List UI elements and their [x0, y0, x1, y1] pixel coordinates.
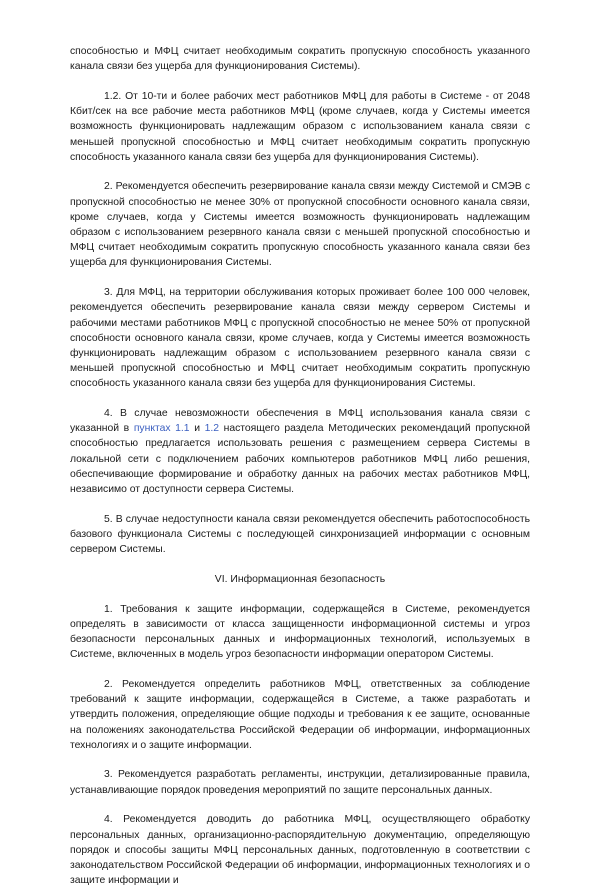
paragraph-2: 2. Рекомендуется обеспечить резервирование канала связи между Системой и СМЭВ с пропускной способностью не менее 30% от пропускной способности основного канала связи, кроме случаев, когда у Системы имеется возможность функционировать надлежащим образом с использованием резервного канала связи с меньшей пропускной способностью и МФЦ считает необходимым сократить пропускную способность указанного канала связи без ущерба для функционирования Системы. [70, 181, 530, 269]
paragraph-4-conjunction: и [189, 423, 205, 435]
section-heading-vi: VI. Информационная безопасность [214, 573, 386, 585]
paragraph-5: 5. В случае недоступности канала связи рекомендуется обеспечить работоспособность базового функционала Системы с последующей синхронизацией информации с основным сервером Системы. [70, 513, 530, 556]
paragraph-continued-from-previous-page: способностью и МФЦ считает необходимым сократить пропускную способность указанного канала связи без ущерба для функционирования Системы). [70, 46, 530, 73]
link-clause-1-1[interactable]: 1.1 [175, 423, 190, 435]
paragraph-vi-3: 3. Рекомендуется разработать регламенты, инструкции, детализированные правила, устанавливающие порядок проведения мероприятий по защите персональных данных. [70, 769, 530, 796]
document-body [70, 44, 530, 888]
paragraph-vi-4: 4. Рекомендуется доводить до работника МФЦ, осуществляющего обработку персональных данных, организационно-распорядительную документацию, определяющую порядок и способы защиты МФЦ персональных данных, подготовленную в соответствии с законодательством Российской Федерации об информации, информационных технологиях и о защите информации и [70, 814, 530, 887]
paragraph-4 [70, 406, 530, 497]
paragraph-4-text-before-links: 4. В случае невозможности обеспечения в МФЦ использования канала связи с указанной в [70, 408, 530, 435]
paragraph-1-2: 1.2. От 10-ти и более рабочих мест работников МФЦ для работы в Системе - от 2048 Кбит/сек на все рабочие места работников МФЦ (кроме случаев, когда у Системы имеется возможность функционировать надлежащим образом с использованием канала связи с меньшей пропускной способностью и МФЦ считает необходимым сократить пропускную способность указанного канала связи без ущерба для функционирования Системы). [70, 90, 530, 163]
paragraph-vi-1: 1. Требования к защите информации, содержащейся в Системе, рекомендуется определять в зависимости от класса защищенности информационной системы и угроз безопасности персональных данных и информационных технологий, используемых в Системе, включенных в модель угроз безопасности информации оператором Системы. [70, 603, 530, 661]
link-punktah[interactable]: пунктах [133, 423, 171, 435]
paragraph-3: 3. Для МФЦ, на территории обслуживания которых проживает более 100 000 человек, рекомендуется обеспечить резервирование канала связи между сервером Системы и рабочими местами работников МФЦ с пропускной способностью не менее 50% от пропускной способности основного канала связи, кроме случаев, когда у Системы имеется возможность функционировать надлежащим образом с использованием резервного канала связи с меньшей пропускной способностью и МФЦ считает необходимым сократить пропускную способность указанного канала связи без ущерба для функционирования Системы. [70, 287, 530, 390]
paragraph-4-text-after-links: настоящего раздела Методических рекомендаций пропускной способностью предлагается использовать решения с размещением сервера Системы в локальной сети с подключением рабочих компьютеров работников МФЦ либо решения, обеспечивающие формирование и обработку данных на рабочих местах работников МФЦ, независимо от доступности сервера Системы. [70, 423, 530, 496]
paragraph-vi-2: 2. Рекомендуется определить работников МФЦ, ответственных за соблюдение требований к защите информации, содержащейся в Системе, а также разработать и утвердить положения, определяющие общие подходы и требования к ее защите, основанные на положениях законодательства Российской Федерации об информации, информационных технологиях и о защите информации. [70, 678, 530, 751]
link-clause-1-2[interactable]: 1.2 [204, 423, 220, 435]
